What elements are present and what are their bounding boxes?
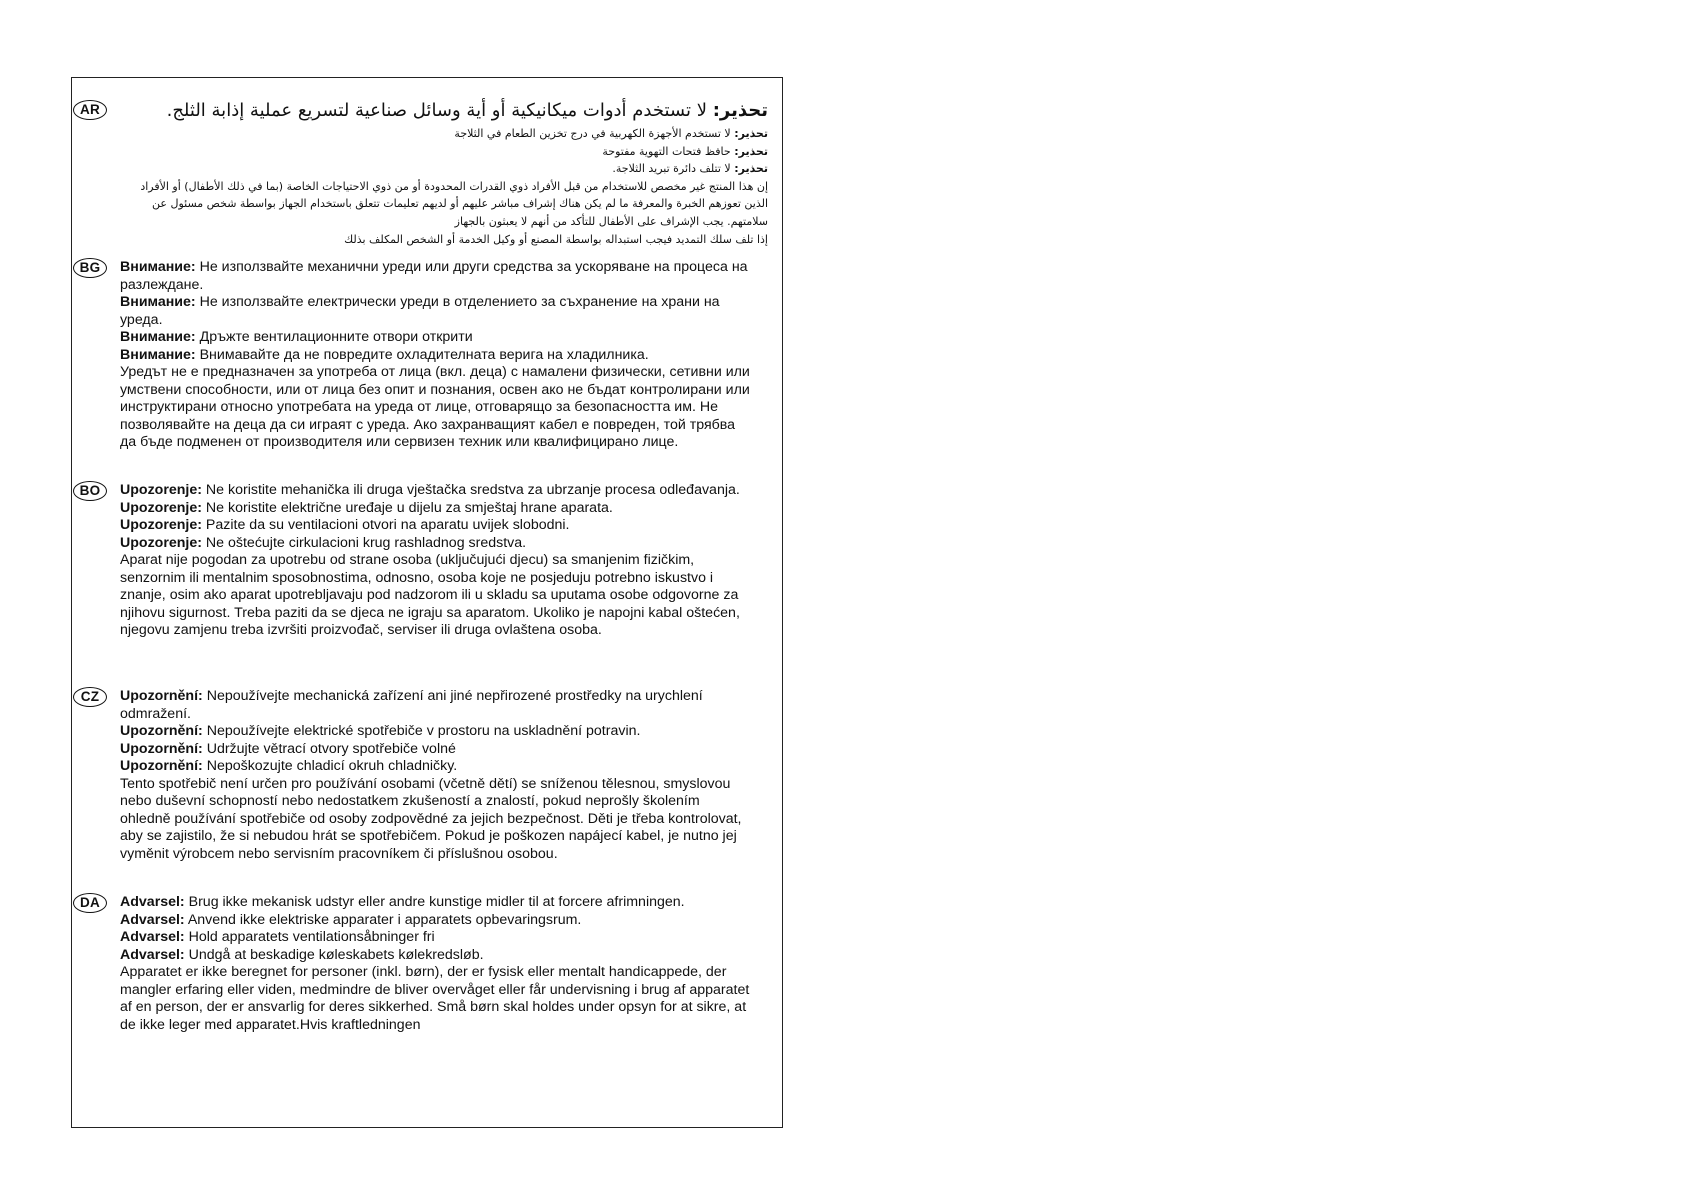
bg-warning-1 bbox=[120, 259, 750, 294]
bo-warning-3 bbox=[120, 517, 750, 535]
bo-warning-text: Pazite da su ventilacioni otvori na aparatu uvijek slobodni. bbox=[201, 517, 570, 533]
ar-warning-text: لا تستخدم الأجهزة الكهربية في درج تخزين الطعام في الثلاجة bbox=[454, 127, 735, 140]
bo-warning-text: Ne koristite električne uređaje u dijelu za smještaj hrane aparata. bbox=[201, 499, 613, 516]
ar-warning-2 bbox=[132, 143, 768, 161]
cz-warning-3 bbox=[120, 741, 750, 759]
cz-warning-label: Upozornění: bbox=[120, 740, 203, 757]
da-paragraph: Apparatet er ikke beregnet for personer (inkl. børn), der er fysisk eller mentalt handicappede, der mangler erfaring eller viden, medmindre de bliver overvåget eller får undervisning i brug af apparatet af en person, der er ansvarlig for deres sikkerhed. Små børn skal holdes under opsyn for at sikre, at de ikke leger med apparatet.Hvis kraftledningen bbox=[120, 964, 750, 1033]
bo-warning-label: Upozorenje: bbox=[120, 534, 202, 551]
ar-warning-label: تحذير: bbox=[734, 162, 768, 176]
language-badge-cz: CZ bbox=[73, 687, 107, 707]
da-warning-3 bbox=[120, 929, 760, 947]
da-text-block bbox=[120, 894, 760, 1034]
bo-warning-1 bbox=[120, 482, 750, 500]
ar-heading bbox=[132, 98, 768, 124]
bg-warning-3 bbox=[120, 329, 750, 347]
ar-warning-label: تحذير: bbox=[734, 127, 768, 140]
cz-text-block bbox=[120, 688, 750, 863]
cz-warning-1 bbox=[120, 688, 750, 723]
cz-warning-4 bbox=[120, 758, 750, 776]
ar-warning-1 bbox=[132, 125, 768, 143]
bg-warning-text: Не използвайте електрически уреди в отделението за съхранение на храни на уреда. bbox=[120, 294, 720, 328]
bg-warning-label: Внимание: bbox=[120, 329, 196, 345]
bo-warning-4 bbox=[120, 535, 750, 553]
da-warning-4 bbox=[120, 947, 760, 965]
ar-warning-3 bbox=[132, 160, 768, 178]
language-badge-da: DA bbox=[73, 893, 107, 913]
bg-warning-label: Внимание: bbox=[120, 259, 196, 275]
cz-warning-text: Udržujte větrací otvory spotřebiče volné bbox=[202, 740, 456, 757]
ar-heading-label: تحذير: bbox=[712, 100, 768, 121]
bg-warning-4 bbox=[120, 347, 750, 365]
bo-warning-label: Upozorenje: bbox=[120, 517, 202, 533]
cz-warning-text: Nepoužívejte elektrické spotřebiče v prostoru na uskladnění potravin. bbox=[202, 723, 641, 739]
cz-warning-label: Upozornění: bbox=[120, 758, 203, 774]
ar-cable-note: إذا تلف سلك التمديد فيجب استبداله بواسطة المصنع أو وكيل الخدمة أو الشخص المكلف بذلك bbox=[344, 232, 768, 246]
page-frame bbox=[71, 77, 783, 1128]
da-warning-text: Brug ikke mekanisk udstyr eller andre kunstige midler til at forcere afrimningen. bbox=[184, 894, 685, 910]
bo-warning-text: Ne oštećujte cirkulacioni krug rashladnog sredstva. bbox=[201, 534, 527, 551]
bg-warning-text: Не използвайте механични уреди или други средства за ускоряване на процеса на разлеждане. bbox=[120, 259, 748, 293]
bo-warning-label: Upozorenje: bbox=[120, 482, 202, 498]
bg-warning-2 bbox=[120, 294, 750, 329]
bo-warning-2 bbox=[120, 500, 750, 518]
ar-heading-text: لا تستخدم أدوات ميكانيكية أو أية وسائل صناعية لتسريع عملية إذابة الثلج. bbox=[166, 100, 713, 121]
da-warning-label: Advarsel: bbox=[120, 946, 185, 963]
da-warning-label: Advarsel: bbox=[120, 911, 185, 928]
ar-text-block bbox=[132, 98, 768, 248]
bg-warning-label: Внимание: bbox=[120, 346, 196, 363]
bo-warning-label: Upozorenje: bbox=[120, 499, 202, 516]
da-warning-text: Undgå at beskadige køleskabets kølekredsløb. bbox=[184, 946, 484, 963]
bg-paragraph: Уредът не е предназначен за употреба от лица (вкл. деца) с намалени физически, сетивни или умствени способности, или от лица без опит и познания, освен ако не бъдат контролирани или инструктирани относно употребата на уреда от лице, отговарящо за безопасността им. Не позволявайте на деца да си играят с уреда. Ако захранващият кабел е повреден, той трябва да бъде подменен от производителя или сервизен техник или квалифицирано лице. bbox=[120, 364, 750, 450]
bo-text-block bbox=[120, 482, 750, 640]
bg-text-block bbox=[120, 259, 750, 452]
bg-warning-text: Внимавайте да не повредите охладителната верига на хладилника. bbox=[195, 346, 649, 363]
da-warning-text: Hold apparatets ventilationsåbninger fri bbox=[184, 929, 435, 945]
da-warning-2 bbox=[120, 912, 760, 930]
language-badge-ar: AR bbox=[73, 100, 107, 120]
cz-warning-label: Upozornění: bbox=[120, 723, 203, 739]
cz-paragraph: Tento spotřebič není určen pro používání osobami (včetně dětí) se sníženou tělesnou, smyslovou nebo duševní schopností nebo nedostatkem zkušeností a znalostí, pokud neprošly školením ohledně používání spotřebiče od osoby zodpovědné za jejich bezpečnost. Děti je třeba kontrolovat, aby se zajistilo, že si nebudou hrát se spotřebičem. Pokud je poškozen napájecí kabel, je nutno jej vyměnit výrobcem nebo servisním pracovníkem či příslušnou osobou. bbox=[120, 775, 742, 862]
bg-warning-text: Дръжте вентилационните отвори открити bbox=[195, 329, 473, 345]
ar-warning-text: لا تتلف دائرة تبريد الثلاجة. bbox=[612, 162, 735, 176]
ar-warning-text: حافظ فتحات التهوية مفتوحة bbox=[602, 144, 735, 158]
bg-warning-label: Внимание: bbox=[120, 294, 196, 310]
language-badge-bo: BO bbox=[73, 481, 107, 501]
da-warning-label: Advarsel: bbox=[120, 894, 185, 910]
bo-warning-text: Ne koristite mehanička ili druga vještačka sredstva za ubrzanje procesa odleđavanja. bbox=[201, 482, 740, 498]
cz-warning-text: Nepoškozujte chladicí okruh chladničky. bbox=[202, 758, 458, 774]
ar-paragraph: إن هذا المنتج غير مخصص للاستخدام من قبل الأفراد ذوي القدرات المحدودة أو من ذوي الاحتياجات الخاصة (بما في ذلك الأطفال) أو الأفراد الذين تعوزهم الخبرة والمعرفة ما لم يكن هناك إشراف مباشر عليهم أو لديهم تعليمات تتعلق باستخدام الجهاز بواسطة شخص مسئول عن سلامتهم. يجب الإشراف على الأطفال للتأكد من أنهم لا يعبثون بالجهاز bbox=[140, 179, 768, 228]
ar-warning-label: تحذير: bbox=[734, 144, 768, 158]
da-warning-label: Advarsel: bbox=[120, 929, 185, 945]
bo-paragraph: Aparat nije pogodan za upotrebu od strane osoba (uključujući djecu) sa smanjenim fizičkim, senzornim ili mentalnim sposobnostima, odnosno, osoba koje ne posjeduju potrebno iskustvo i znanje, osim ako aparat upotrebljavaju pod nadzorom ili u skladu sa uputama osobe odgovorne za njihovu sigurnost. Treba paziti da se djeca ne igraju sa aparatom. Ukoliko je napojni kabal oštećen, njegovu zamjenu treba izvršiti proizvođač, serviser ili druga ovlaštena osoba. bbox=[120, 552, 740, 638]
cz-warning-2 bbox=[120, 723, 750, 741]
language-badge-bg: BG bbox=[73, 258, 107, 278]
da-warning-text: Anvend ikke elektriske apparater i apparatets opbevaringsrum. bbox=[184, 911, 582, 928]
cz-warning-text: Nepoužívejte mechanická zařízení ani jiné nepřirozené prostředky na urychlení odmražení. bbox=[120, 688, 703, 722]
cz-warning-label: Upozornění: bbox=[120, 688, 203, 704]
da-warning-1 bbox=[120, 894, 760, 912]
